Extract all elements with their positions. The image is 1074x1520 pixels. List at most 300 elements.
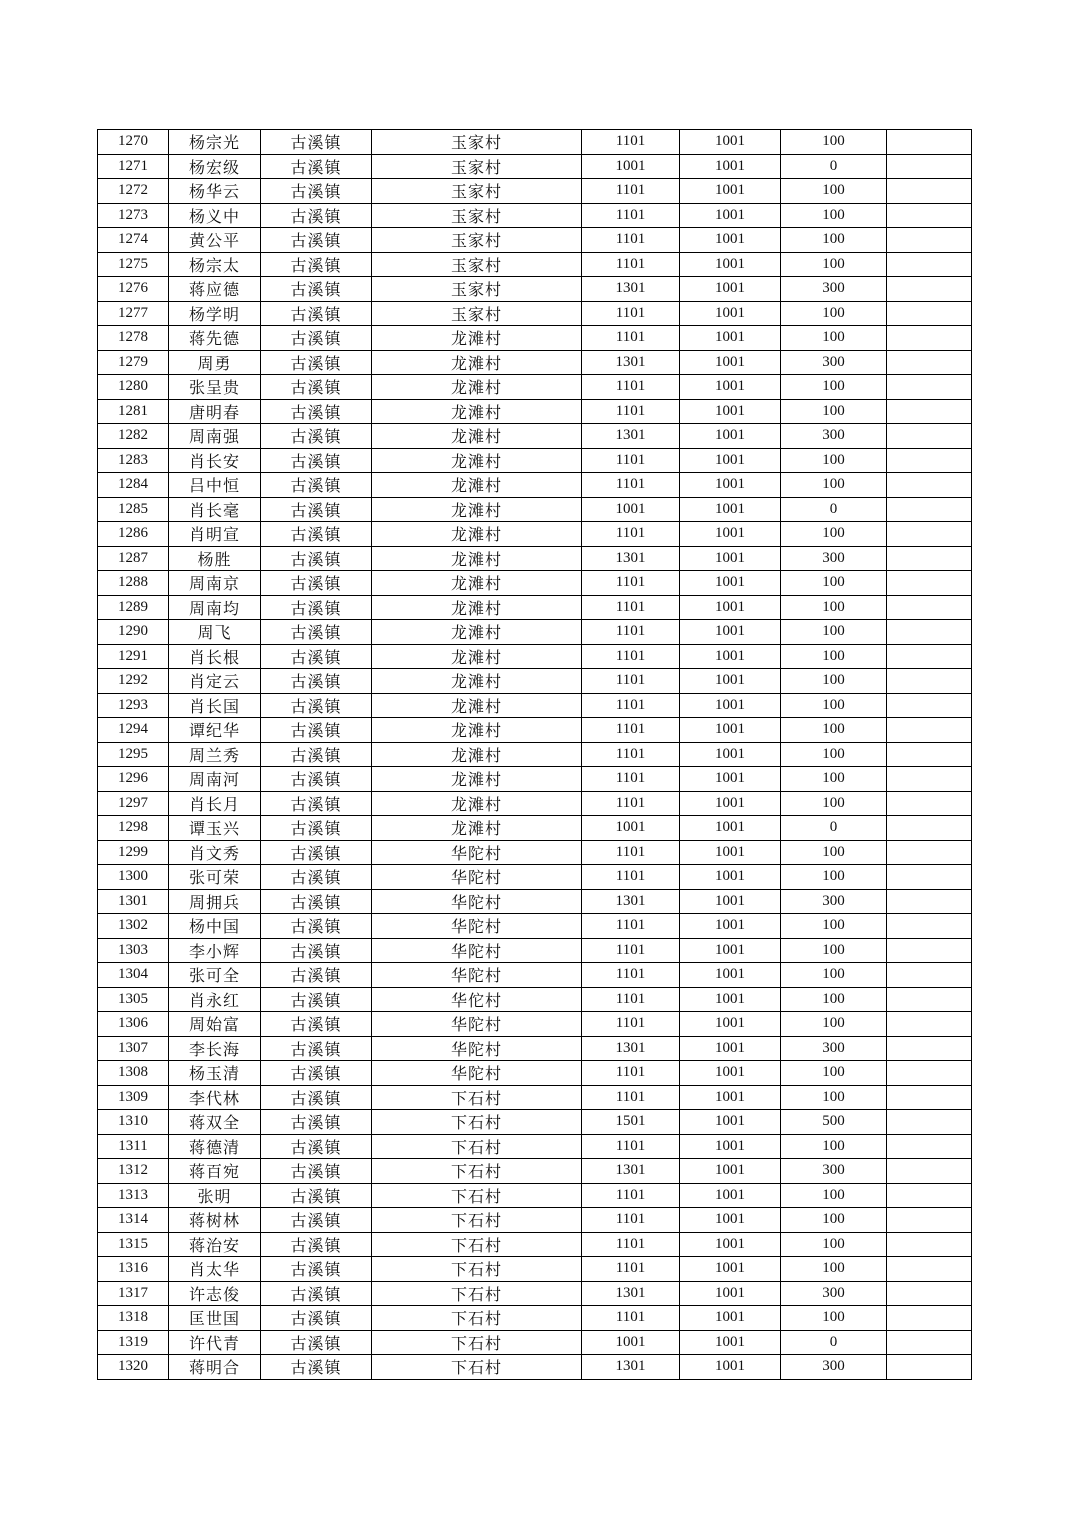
row-number-cell: 1315 — [98, 1232, 169, 1257]
name-cell: 匡世国 — [169, 1306, 261, 1331]
row-number-cell: 1306 — [98, 1012, 169, 1037]
name-cell: 周勇 — [169, 350, 261, 375]
remark-cell — [887, 203, 972, 228]
town-cell: 古溪镇 — [261, 865, 372, 890]
village-cell: 华陀村 — [372, 889, 582, 914]
code-a-cell: 1101 — [582, 399, 680, 424]
code-b-cell: 1001 — [680, 1085, 781, 1110]
row-number-cell: 1297 — [98, 791, 169, 816]
row-number-cell: 1313 — [98, 1183, 169, 1208]
amount-cell: 0 — [781, 497, 887, 522]
name-cell: 杨宗光 — [169, 130, 261, 155]
village-cell: 龙滩村 — [372, 816, 582, 841]
town-cell: 古溪镇 — [261, 546, 372, 571]
table-row — [98, 644, 972, 669]
amount-cell: 100 — [781, 1183, 887, 1208]
code-a-cell: 1101 — [582, 179, 680, 204]
table-row — [98, 375, 972, 400]
code-b-cell: 1001 — [680, 399, 781, 424]
remark-cell — [887, 669, 972, 694]
amount-cell: 100 — [781, 963, 887, 988]
name-cell: 谭纪华 — [169, 718, 261, 743]
table-row — [98, 669, 972, 694]
town-cell: 古溪镇 — [261, 326, 372, 351]
village-cell: 下石村 — [372, 1134, 582, 1159]
town-cell: 古溪镇 — [261, 987, 372, 1012]
code-b-cell: 1001 — [680, 546, 781, 571]
table-body — [98, 130, 972, 1380]
code-a-cell: 1101 — [582, 448, 680, 473]
town-cell: 古溪镇 — [261, 350, 372, 375]
village-cell: 玉家村 — [372, 130, 582, 155]
code-b-cell: 1001 — [680, 326, 781, 351]
town-cell: 古溪镇 — [261, 742, 372, 767]
town-cell: 古溪镇 — [261, 473, 372, 498]
code-b-cell: 1001 — [680, 277, 781, 302]
amount-cell: 300 — [781, 889, 887, 914]
remark-cell — [887, 644, 972, 669]
remark-cell — [887, 1061, 972, 1086]
remark-cell — [887, 1208, 972, 1233]
village-cell: 玉家村 — [372, 203, 582, 228]
row-number-cell: 1276 — [98, 277, 169, 302]
code-b-cell: 1001 — [680, 889, 781, 914]
remark-cell — [887, 522, 972, 547]
name-cell: 蒋德清 — [169, 1134, 261, 1159]
name-cell: 肖永红 — [169, 987, 261, 1012]
name-cell: 肖长毫 — [169, 497, 261, 522]
town-cell: 古溪镇 — [261, 522, 372, 547]
amount-cell: 100 — [781, 301, 887, 326]
code-a-cell: 1101 — [582, 1257, 680, 1282]
remark-cell — [887, 620, 972, 645]
row-number-cell: 1286 — [98, 522, 169, 547]
town-cell: 古溪镇 — [261, 130, 372, 155]
row-number-cell: 1316 — [98, 1257, 169, 1282]
village-cell: 龙滩村 — [372, 448, 582, 473]
table-row — [98, 865, 972, 890]
code-b-cell: 1001 — [680, 987, 781, 1012]
code-a-cell: 1101 — [582, 840, 680, 865]
village-cell: 下石村 — [372, 1159, 582, 1184]
amount-cell: 100 — [781, 522, 887, 547]
code-a-cell: 1101 — [582, 791, 680, 816]
town-cell: 古溪镇 — [261, 791, 372, 816]
row-number-cell: 1295 — [98, 742, 169, 767]
row-number-cell: 1308 — [98, 1061, 169, 1086]
code-a-cell: 1101 — [582, 742, 680, 767]
amount-cell: 100 — [781, 130, 887, 155]
table-row — [98, 718, 972, 743]
village-cell: 下石村 — [372, 1232, 582, 1257]
remark-cell — [887, 693, 972, 718]
table-row — [98, 693, 972, 718]
row-number-cell: 1280 — [98, 375, 169, 400]
code-b-cell: 1001 — [680, 1036, 781, 1061]
town-cell: 古溪镇 — [261, 1306, 372, 1331]
name-cell: 杨宏级 — [169, 154, 261, 179]
code-b-cell: 1001 — [680, 1306, 781, 1331]
remark-cell — [887, 914, 972, 939]
town-cell: 古溪镇 — [261, 693, 372, 718]
code-a-cell: 1501 — [582, 1110, 680, 1135]
table-row — [98, 620, 972, 645]
village-cell: 华陀村 — [372, 914, 582, 939]
town-cell: 古溪镇 — [261, 914, 372, 939]
code-b-cell: 1001 — [680, 644, 781, 669]
amount-cell: 500 — [781, 1110, 887, 1135]
code-a-cell: 1101 — [582, 301, 680, 326]
amount-cell: 100 — [781, 742, 887, 767]
village-cell: 龙滩村 — [372, 742, 582, 767]
code-a-cell: 1101 — [582, 1232, 680, 1257]
remark-cell — [887, 1330, 972, 1355]
village-cell: 玉家村 — [372, 252, 582, 277]
village-cell: 下石村 — [372, 1085, 582, 1110]
village-cell: 华陀村 — [372, 1036, 582, 1061]
village-cell: 龙滩村 — [372, 644, 582, 669]
code-b-cell: 1001 — [680, 154, 781, 179]
table-row — [98, 326, 972, 351]
town-cell: 古溪镇 — [261, 252, 372, 277]
remark-cell — [887, 595, 972, 620]
table-row — [98, 742, 972, 767]
village-cell: 下石村 — [372, 1208, 582, 1233]
code-b-cell: 1001 — [680, 179, 781, 204]
name-cell: 杨学明 — [169, 301, 261, 326]
row-number-cell: 1289 — [98, 595, 169, 620]
amount-cell: 0 — [781, 154, 887, 179]
village-cell: 龙滩村 — [372, 522, 582, 547]
village-cell: 龙滩村 — [372, 399, 582, 424]
row-number-cell: 1278 — [98, 326, 169, 351]
remark-cell — [887, 130, 972, 155]
code-a-cell: 1101 — [582, 718, 680, 743]
code-a-cell: 1101 — [582, 571, 680, 596]
village-cell: 下石村 — [372, 1306, 582, 1331]
row-number-cell: 1284 — [98, 473, 169, 498]
code-a-cell: 1001 — [582, 816, 680, 841]
name-cell: 杨宗太 — [169, 252, 261, 277]
row-number-cell: 1296 — [98, 767, 169, 792]
remark-cell — [887, 718, 972, 743]
table-row — [98, 1355, 972, 1380]
name-cell: 周始富 — [169, 1012, 261, 1037]
table-row — [98, 1257, 972, 1282]
code-b-cell: 1001 — [680, 1355, 781, 1380]
name-cell: 蒋明合 — [169, 1355, 261, 1380]
village-cell: 下石村 — [372, 1355, 582, 1380]
code-a-cell: 1101 — [582, 595, 680, 620]
code-b-cell: 1001 — [680, 448, 781, 473]
town-cell: 古溪镇 — [261, 1232, 372, 1257]
table-row — [98, 914, 972, 939]
amount-cell: 100 — [781, 865, 887, 890]
village-cell: 下石村 — [372, 1257, 582, 1282]
name-cell: 杨胜 — [169, 546, 261, 571]
code-b-cell: 1001 — [680, 865, 781, 890]
village-cell: 玉家村 — [372, 301, 582, 326]
code-a-cell: 1101 — [582, 620, 680, 645]
town-cell: 古溪镇 — [261, 816, 372, 841]
remark-cell — [887, 424, 972, 449]
row-number-cell: 1279 — [98, 350, 169, 375]
amount-cell: 0 — [781, 1330, 887, 1355]
code-b-cell: 1001 — [680, 1159, 781, 1184]
remark-cell — [887, 1159, 972, 1184]
amount-cell: 0 — [781, 816, 887, 841]
row-number-cell: 1291 — [98, 644, 169, 669]
town-cell: 古溪镇 — [261, 1208, 372, 1233]
code-a-cell: 1101 — [582, 914, 680, 939]
name-cell: 肖太华 — [169, 1257, 261, 1282]
name-cell: 周拥兵 — [169, 889, 261, 914]
remark-cell — [887, 1306, 972, 1331]
town-cell: 古溪镇 — [261, 1330, 372, 1355]
code-a-cell: 1301 — [582, 889, 680, 914]
row-number-cell: 1305 — [98, 987, 169, 1012]
table-row — [98, 1110, 972, 1135]
code-b-cell: 1001 — [680, 1110, 781, 1135]
name-cell: 周飞 — [169, 620, 261, 645]
code-b-cell: 1001 — [680, 375, 781, 400]
code-b-cell: 1001 — [680, 571, 781, 596]
town-cell: 古溪镇 — [261, 1061, 372, 1086]
row-number-cell: 1274 — [98, 228, 169, 253]
name-cell: 唐明春 — [169, 399, 261, 424]
code-b-cell: 1001 — [680, 497, 781, 522]
remark-cell — [887, 350, 972, 375]
name-cell: 黄公平 — [169, 228, 261, 253]
name-cell: 张呈贵 — [169, 375, 261, 400]
row-number-cell: 1300 — [98, 865, 169, 890]
code-b-cell: 1001 — [680, 938, 781, 963]
town-cell: 古溪镇 — [261, 1355, 372, 1380]
code-a-cell: 1101 — [582, 326, 680, 351]
table-row — [98, 767, 972, 792]
code-b-cell: 1001 — [680, 840, 781, 865]
code-a-cell: 1101 — [582, 963, 680, 988]
village-cell: 龙滩村 — [372, 473, 582, 498]
name-cell: 肖长安 — [169, 448, 261, 473]
village-cell: 玉家村 — [372, 228, 582, 253]
town-cell: 古溪镇 — [261, 424, 372, 449]
town-cell: 古溪镇 — [261, 277, 372, 302]
amount-cell: 100 — [781, 987, 887, 1012]
remark-cell — [887, 865, 972, 890]
table-row — [98, 154, 972, 179]
remark-cell — [887, 546, 972, 571]
village-cell: 玉家村 — [372, 277, 582, 302]
amount-cell: 100 — [781, 718, 887, 743]
name-cell: 李小辉 — [169, 938, 261, 963]
row-number-cell: 1293 — [98, 693, 169, 718]
name-cell: 蒋百宛 — [169, 1159, 261, 1184]
amount-cell: 100 — [781, 1134, 887, 1159]
name-cell: 蒋应德 — [169, 277, 261, 302]
town-cell: 古溪镇 — [261, 767, 372, 792]
table-row — [98, 497, 972, 522]
table-row — [98, 1085, 972, 1110]
town-cell: 古溪镇 — [261, 595, 372, 620]
village-cell: 华陀村 — [372, 963, 582, 988]
row-number-cell: 1283 — [98, 448, 169, 473]
code-a-cell: 1101 — [582, 1183, 680, 1208]
table-row — [98, 399, 972, 424]
code-a-cell: 1301 — [582, 1036, 680, 1061]
remark-cell — [887, 1183, 972, 1208]
name-cell: 杨华云 — [169, 179, 261, 204]
town-cell: 古溪镇 — [261, 497, 372, 522]
amount-cell: 100 — [781, 473, 887, 498]
amount-cell: 100 — [781, 1061, 887, 1086]
town-cell: 古溪镇 — [261, 399, 372, 424]
amount-cell: 100 — [781, 914, 887, 939]
remark-cell — [887, 571, 972, 596]
name-cell: 周南京 — [169, 571, 261, 596]
code-a-cell: 1101 — [582, 865, 680, 890]
code-a-cell: 1001 — [582, 1330, 680, 1355]
row-number-cell: 1303 — [98, 938, 169, 963]
town-cell: 古溪镇 — [261, 938, 372, 963]
row-number-cell: 1319 — [98, 1330, 169, 1355]
remark-cell — [887, 816, 972, 841]
amount-cell: 100 — [781, 1232, 887, 1257]
amount-cell: 100 — [781, 595, 887, 620]
row-number-cell: 1318 — [98, 1306, 169, 1331]
code-a-cell: 1101 — [582, 1085, 680, 1110]
village-cell: 龙滩村 — [372, 375, 582, 400]
code-a-cell: 1101 — [582, 1208, 680, 1233]
table-row — [98, 1134, 972, 1159]
village-cell: 龙滩村 — [372, 620, 582, 645]
row-number-cell: 1299 — [98, 840, 169, 865]
row-number-cell: 1312 — [98, 1159, 169, 1184]
row-number-cell: 1288 — [98, 571, 169, 596]
code-b-cell: 1001 — [680, 350, 781, 375]
code-a-cell: 1101 — [582, 987, 680, 1012]
code-b-cell: 1001 — [680, 301, 781, 326]
code-b-cell: 1001 — [680, 718, 781, 743]
village-cell: 龙滩村 — [372, 571, 582, 596]
amount-cell: 100 — [781, 571, 887, 596]
table-row — [98, 228, 972, 253]
name-cell: 蒋树林 — [169, 1208, 261, 1233]
name-cell: 蒋先德 — [169, 326, 261, 351]
row-number-cell: 1290 — [98, 620, 169, 645]
town-cell: 古溪镇 — [261, 179, 372, 204]
code-b-cell: 1001 — [680, 816, 781, 841]
row-number-cell: 1287 — [98, 546, 169, 571]
town-cell: 古溪镇 — [261, 1281, 372, 1306]
table-row — [98, 203, 972, 228]
code-a-cell: 1301 — [582, 1355, 680, 1380]
row-number-cell: 1282 — [98, 424, 169, 449]
amount-cell: 100 — [781, 620, 887, 645]
amount-cell: 100 — [781, 399, 887, 424]
code-b-cell: 1001 — [680, 693, 781, 718]
code-b-cell: 1001 — [680, 1257, 781, 1282]
amount-cell: 100 — [781, 1208, 887, 1233]
table-row — [98, 840, 972, 865]
table-row — [98, 1208, 972, 1233]
town-cell: 古溪镇 — [261, 718, 372, 743]
remark-cell — [887, 1134, 972, 1159]
code-b-cell: 1001 — [680, 203, 781, 228]
remark-cell — [887, 1036, 972, 1061]
remark-cell — [887, 1085, 972, 1110]
name-cell: 周兰秀 — [169, 742, 261, 767]
row-number-cell: 1292 — [98, 669, 169, 694]
remark-cell — [887, 228, 972, 253]
name-cell: 张可荣 — [169, 865, 261, 890]
remark-cell — [887, 938, 972, 963]
code-b-cell: 1001 — [680, 252, 781, 277]
table-row — [98, 571, 972, 596]
remark-cell — [887, 767, 972, 792]
amount-cell: 100 — [781, 669, 887, 694]
table-row — [98, 179, 972, 204]
village-cell: 下石村 — [372, 1110, 582, 1135]
code-b-cell: 1001 — [680, 669, 781, 694]
town-cell: 古溪镇 — [261, 620, 372, 645]
village-cell: 华陀村 — [372, 840, 582, 865]
amount-cell: 100 — [781, 840, 887, 865]
village-cell: 华陀村 — [372, 865, 582, 890]
amount-cell: 100 — [781, 644, 887, 669]
town-cell: 古溪镇 — [261, 1012, 372, 1037]
code-b-cell: 1001 — [680, 791, 781, 816]
remark-cell — [887, 326, 972, 351]
town-cell: 古溪镇 — [261, 1036, 372, 1061]
table-row — [98, 1159, 972, 1184]
amount-cell: 300 — [781, 424, 887, 449]
code-b-cell: 1001 — [680, 1183, 781, 1208]
remark-cell — [887, 840, 972, 865]
table-row — [98, 1306, 972, 1331]
village-cell: 龙滩村 — [372, 497, 582, 522]
row-number-cell: 1302 — [98, 914, 169, 939]
remark-cell — [887, 1355, 972, 1380]
data-table — [97, 129, 972, 1380]
village-cell: 龙滩村 — [372, 350, 582, 375]
town-cell: 古溪镇 — [261, 1257, 372, 1282]
village-cell: 龙滩村 — [372, 718, 582, 743]
row-number-cell: 1270 — [98, 130, 169, 155]
code-a-cell: 1101 — [582, 938, 680, 963]
town-cell: 古溪镇 — [261, 1110, 372, 1135]
code-b-cell: 1001 — [680, 228, 781, 253]
code-b-cell: 1001 — [680, 595, 781, 620]
code-a-cell: 1301 — [582, 277, 680, 302]
table-row — [98, 595, 972, 620]
name-cell: 李代林 — [169, 1085, 261, 1110]
remark-cell — [887, 987, 972, 1012]
remark-cell — [887, 791, 972, 816]
village-cell: 华陀村 — [372, 1061, 582, 1086]
village-cell: 龙滩村 — [372, 767, 582, 792]
amount-cell: 300 — [781, 546, 887, 571]
table-row — [98, 277, 972, 302]
amount-cell: 100 — [781, 179, 887, 204]
remark-cell — [887, 277, 972, 302]
amount-cell: 300 — [781, 1281, 887, 1306]
amount-cell: 100 — [781, 326, 887, 351]
town-cell: 古溪镇 — [261, 1159, 372, 1184]
remark-cell — [887, 399, 972, 424]
name-cell: 肖长月 — [169, 791, 261, 816]
village-cell: 龙滩村 — [372, 791, 582, 816]
